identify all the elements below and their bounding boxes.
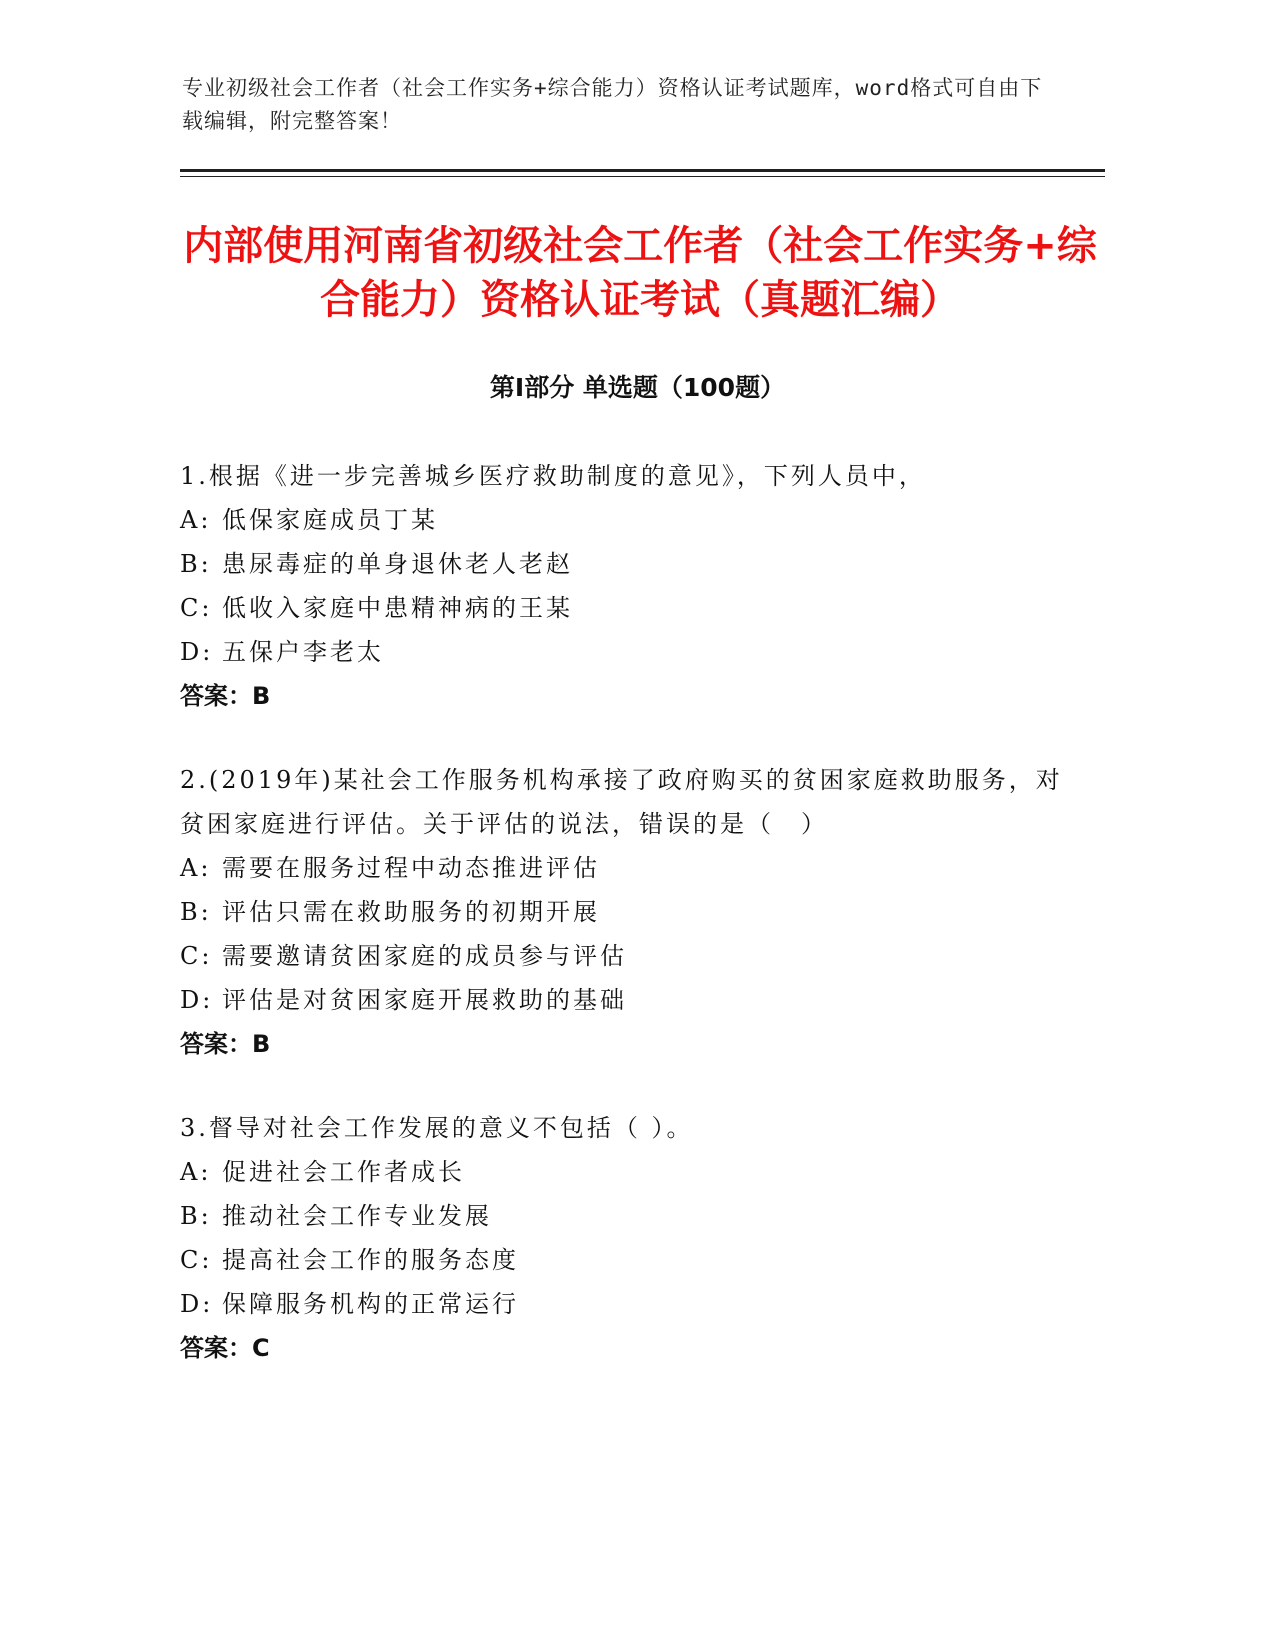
option-c <box>180 934 1080 978</box>
option-text: 需要在服务过程中动态推进评估 <box>222 854 600 882</box>
question-2 <box>180 758 1080 1066</box>
option-text: 评估只需在救助服务的初期开展 <box>222 898 600 926</box>
question-stem: 1.根据《进一步完善城乡医疗救助制度的意见》，下列人员中， <box>180 462 926 490</box>
answer: 答案：B <box>180 682 271 710</box>
option-key: D: <box>180 638 214 666</box>
option-text: 低保家庭成员丁某 <box>222 506 438 534</box>
option-key: D: <box>180 1290 214 1318</box>
option-text: 提高社会工作的服务态度 <box>222 1246 519 1274</box>
option-b <box>180 542 1080 586</box>
option-key: C: <box>180 942 213 970</box>
option-a <box>180 1150 1080 1194</box>
header-note: 专业初级社会工作者（社会工作实务+综合能力）资格认证考试题库，word格式可自由下载编辑，附完整答案！ <box>182 76 1043 133</box>
option-c <box>180 586 1080 630</box>
option-text: 评估是对贫困家庭开展救助的基础 <box>222 986 627 1014</box>
section-title: 第Ⅰ部分 单选题（100题） <box>489 373 786 402</box>
option-key: B: <box>180 898 212 926</box>
option-key: C: <box>180 594 213 622</box>
option-d <box>180 1282 1080 1326</box>
answer: 答案：C <box>180 1334 270 1362</box>
question-stem: 3.督导对社会工作发展的意义不包括（ ）。 <box>180 1114 694 1142</box>
option-a <box>180 846 1080 890</box>
option-key: D: <box>180 986 214 1014</box>
option-d <box>180 978 1080 1022</box>
option-key: A: <box>180 506 212 534</box>
answer: 答案：B <box>180 1030 271 1058</box>
option-d <box>180 630 1080 674</box>
option-text: 患尿毒症的单身退休老人老赵 <box>222 550 573 578</box>
document-title: 内部使用河南省初级社会工作者（社会工作实务+综合能力）资格认证考试（真题汇编） <box>183 223 1097 323</box>
option-key: A: <box>180 1158 212 1186</box>
header-rule-thick <box>180 169 1105 172</box>
option-text: 推动社会工作专业发展 <box>222 1202 492 1230</box>
option-text: 促进社会工作者成长 <box>222 1158 465 1186</box>
question-3 <box>180 1106 1080 1370</box>
option-text: 需要邀请贫困家庭的成员参与评估 <box>222 942 627 970</box>
option-text: 五保户李老太 <box>222 638 384 666</box>
option-key: B: <box>180 1202 212 1230</box>
option-key: C: <box>180 1246 213 1274</box>
option-key: A: <box>180 854 212 882</box>
question-stem: 2.(2019年)某社会工作服务机构承接了政府购买的贫困家庭救助服务，对贫困家庭进行评估。关于评估的说法，错误的是（ ） <box>180 766 1063 838</box>
option-text: 低收入家庭中患精神病的王某 <box>222 594 573 622</box>
option-key: B: <box>180 550 212 578</box>
question-1 <box>180 454 1080 718</box>
option-c <box>180 1238 1080 1282</box>
option-text: 保障服务机构的正常运行 <box>222 1290 519 1318</box>
header-rule-thin <box>180 176 1105 177</box>
option-b <box>180 890 1080 934</box>
option-a <box>180 498 1080 542</box>
option-b <box>180 1194 1080 1238</box>
